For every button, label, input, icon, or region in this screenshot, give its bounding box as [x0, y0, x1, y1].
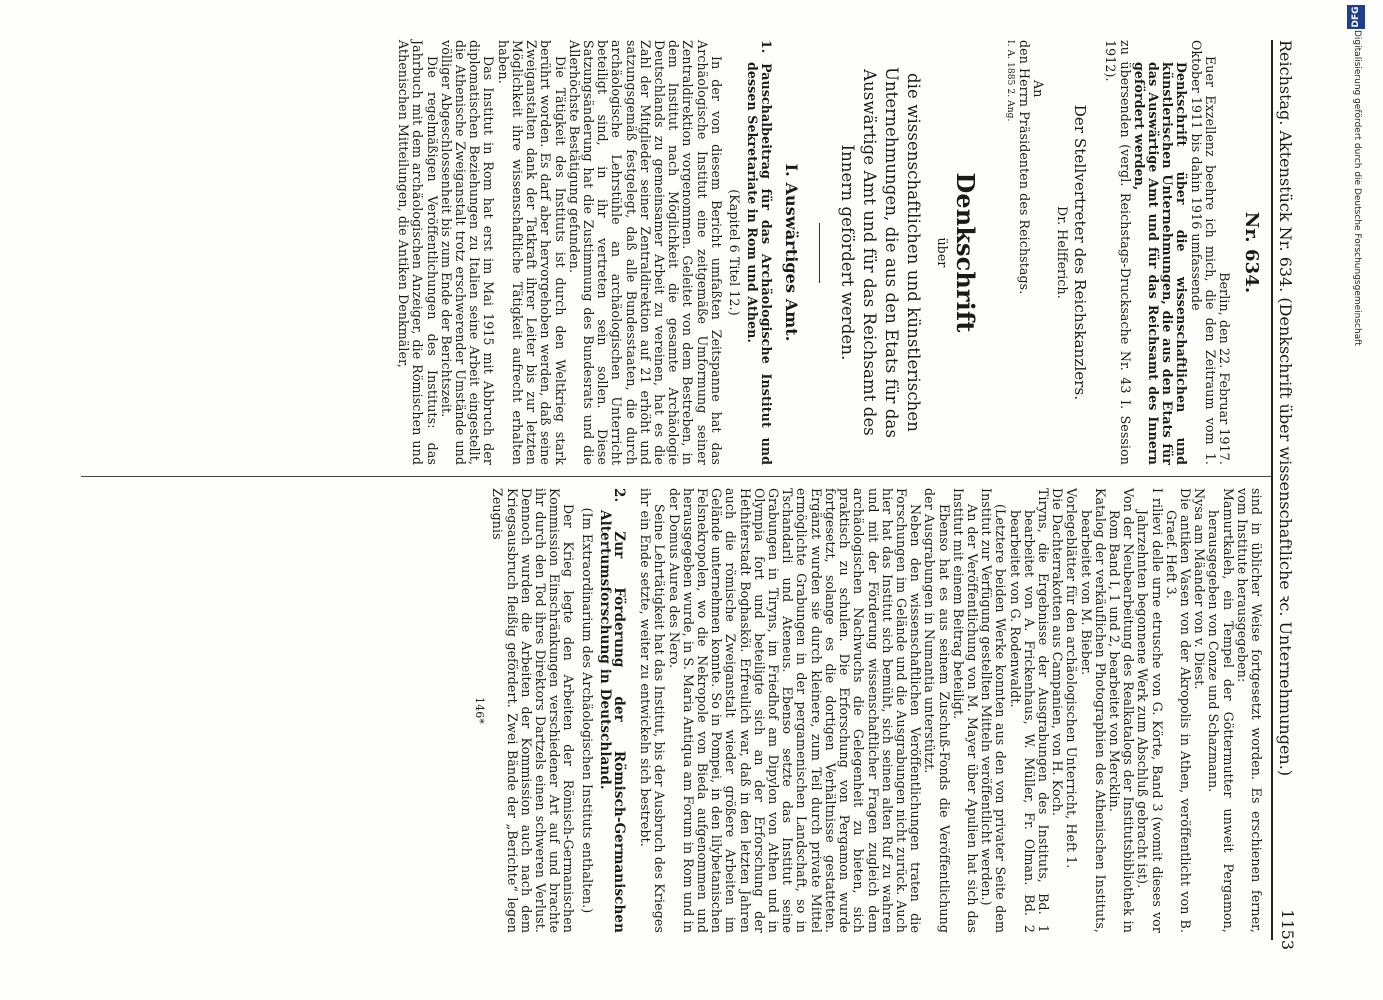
publication-item: I rilievi delle urne etrusche von G. Körte, Band 3 (womit dieses vor Jahrzehnten begonnene Werk zum Abschluß gebracht ist).: [1135, 488, 1165, 933]
document-subtitle: die wissenschaftlichen und künstlerischen Unternehmungen, die aus den Etats für das Auswärtige Amt und für das Reichsamt des Innern gefördert werden.: [838, 66, 924, 439]
sub-heading: 1. Pauschalbeitrag für das Archäologische Institut und dessen Sekretariate in Rom und Athen.: [745, 40, 775, 465]
document-number: Nr. 634.: [1241, 211, 1262, 294]
section-heading: I. Auswärtiges Amt.: [782, 163, 802, 342]
publication-item: Von der Neubearbeitung des Realkatalogs der Institutsbibliothek in Rom Band I, 1 und 2, bearbeitet von Mercklin.: [1106, 488, 1137, 933]
file-reference: I. A. 1885 2. Ang.: [1004, 40, 1015, 122]
right-paragraph-4: Seine Lehrtätigkeit hat das Institut, bis der Ausbruch des Krieges ihr ein Ende setzte, weiter zu entwickeln sich bestrebt.: [638, 488, 668, 933]
publication-item: Vorlegeblätter für den archäologischen Unterricht, Heft 1.: [1064, 488, 1080, 869]
right-intro: sind in üblicher Weise fortgesetzt worden. Es erschienen ferner, vom Institute herausgegeben:: [1234, 488, 1264, 933]
left-paragraph-4: Die regelmäßigen Veröffentlichungen des Instituts: das Jahrbuch mit dem archäologischen Anzeiger, die Römischen und Athenischen Mitteilungen, die Antiken Denkmäler,: [396, 40, 440, 465]
left-column: [396, 40, 1263, 465]
digitization-credit: Digitalisierung gefördert durch die Deutsche Forschungsgemeinschaft: [1352, 30, 1362, 346]
publication-note: (Letztere beiden Werke konnten aus den von privater Seite dem Institut zur Verfügung gestellten Mitteln veröffentlicht werden.): [979, 488, 1009, 933]
left-paragraph-3: Das Institut in Rom hat erst im Mai 1915 mit Abbruch der diplomatischen Beziehungen zu Italien seine Arbeit eingestellt, die Athenische Zweiganstalt trotz erschwerender Umstände und völliger Abgeschlossenheit bis zum Ende der Berichtszeit.: [438, 40, 497, 465]
publication-item: Tiryns, die Ergebnisse der Ausgrabungen des Instituts, Bd. 1 bearbeitet von A. Frickenhaus, W. Müller, Fr. Olman. Bd. 2 bearbeitet von G. Rodenwaldt.: [1007, 488, 1051, 933]
letter-intro: Euer Exzellenz beehre ich mich, die den Zeitraum vom 1. Oktober 1911 bis dahin 1916 umfassende: [1188, 40, 1218, 465]
addressee-an: An: [1030, 80, 1046, 98]
section-2-paragraph: Der Krieg legte den Arbeiten der Römisch-Germanischen Kommission Einschränkungen verschiedener Art auf und brachte ihr durch den Tod ihres Direktors Dartzels einen schweren Verlust. Dennoch wurden die Arbeiten der Kommission auch nach dem Kriegsausbruch fleißig gefördert. Zwei Bände der „Berichte“ legen Zeugnis: [490, 488, 577, 933]
document-title: Denkschrift: [950, 172, 980, 333]
right-column: [472, 488, 1263, 933]
signature-mark: 146*: [473, 697, 487, 724]
addressee: den Herrn Präsidenten des Reichstags.: [1016, 40, 1032, 295]
letter-subject: Denkschrift über die wissenschaftlichen und künstlerischen Unternehmungen, die aus den Etats für das Auswärtige Amt und für das Reichsamt des Innern gefördert werden,: [1131, 62, 1190, 465]
left-paragraph-2: Die Tätigkeit des Instituts ist durch den Weltkrieg stark berührt worden. Es darf aber hervorgehoben werden, daß seine Zweiganstalten dank der Tatkraft ihrer Leiter bis zur letzten Möglichkeit ihre wissenschaftliche Tätigkeit aufrecht erhalten haben.: [495, 40, 568, 465]
right-paragraph-3: Neben den wissenschaftlichen Veröffentlichungen traten die Forschungen im Gelände und die Ausgrabungen nicht zurück. Auch hier hat das Institut sich bemüht, sich seinen alten Ruf zu wahren und mit der Förderung wissenschaftlicher Fragen zugleich dem archäologischen Nachwuchs die Gelegenheit zu bieten, sich praktisch zu schulen. Die Erforschung von Pergamon wurde fortgesetzt, solange es die dortigen Verhältnisse gestatteten. Ergänzt wurden sie durch kleinere, zum Teil durch private Mittel ermöglichte Grabungen in der pergamenischen Landschaft, so in Tschandarli und Ateneus. Ebenso setzte das Institut seine Grabungen in Tiryns, im Friedhof am Dipylon von Athen und in Olympia fort und beteiligte sich an der Erforschung der Hethiterstadt Boghasköi. Erfreulich war, daß in den letzten Jahren auch die römische Zweiganstalt wieder größere Arbeiten im Gelände unternehmen konnte. So in Pompei, in den lilybetanischen Felsnekropolen, wo die Nekropole von Bieda aufgenommen und herausgegeben wurde, in S. Maria Antiqua am Forum in Rom und in der Domus Aurea des Nero.: [666, 488, 924, 933]
publication-item: Mamurtkaleh, ein Tempel der Göttermutter unweit Pergamon, herausgegeben von Conze und Schazmann.: [1206, 488, 1236, 933]
signer-name: Dr. Helfferich.: [1055, 206, 1071, 299]
right-paragraph-2: Ebenso hat es aus seinem Zuschuß-Fonds die Veröffentlichung der Ausgrabungen in Numantia unterstützt.: [922, 488, 952, 933]
left-paragraph-1: In der von diesem Bericht umfaßten Zeitspanne hat das Archäologische Institut eine zeitgemäße Umformung seiner Zentraldirektion vorgenommen. Geleitet von dem Bestreben, in dem Institut nach Möglichkeit die gesamte Archäologie Deutschlands zu gemeinsamer Arbeit zu vereinen, hat es die Zahl der Mitglieder seiner Zentraldirektion auf 21 erhöht und satzungsgemäß festgelegt, daß alle Bundesstaaten, die durch archäologische Lehrstühle an archäologischen Unterricht beteiligt sind, in ihr vertreten sein sollen. Diese Satzungsänderung hat die Zustimmung des Bundesrats und die Allerhöchste Bestätigung gefunden.: [566, 40, 724, 465]
dfg-logo: DFG: [1347, 5, 1365, 29]
signer-title: Der Stellvertreter des Reichskanzlers.: [1071, 104, 1090, 401]
section-2-heading: 2. Zur Förderung der Römisch-Germanischen Altertumsforschung in Deutschland.: [596, 488, 628, 933]
running-header: [1275, 40, 1297, 950]
chapter-reference: (Kapitel 6 Titel 12.): [726, 189, 742, 316]
publication-item: Die Dachterrakotten aus Campanien, von H. Koch.: [1050, 488, 1066, 817]
dateline: Berlin, den 22. Februar 1917.: [1217, 272, 1232, 465]
column-divider: [81, 476, 1271, 477]
section-2-reference: (Im Extraordinarium des Archäologischen Instituts enthalten.): [579, 507, 595, 914]
page-number: 1153: [1278, 909, 1297, 950]
title-ueber: über: [934, 237, 950, 268]
title-rule: [819, 223, 820, 283]
header-rule: [1271, 40, 1273, 940]
publication-item: Katalog der verkäuflichen Photographien des Athenischen Instituts, bearbeitet von M. Bieber.: [1078, 488, 1108, 933]
publication-item: Nysa am Mäander von v. Diest.: [1192, 488, 1208, 690]
right-paragraph-1: An der Veröffentlichung von M. Mayer über Apulien hat sich das Institut mit einem Beitrag beteiligt.: [950, 488, 980, 933]
publication-item: Die antiken Vasen von der Akropolis in Athen, veröffentlicht von B. Graef. Heft 3.: [1163, 488, 1193, 933]
header-title: Reichstag. Aktenstück Nr. 634. (Denkschrift über wissenschaftliche ꝛc. Unternehmungen.): [1276, 40, 1295, 777]
letter-closing: zu übersenden (vergl. Reichstags-Drucksache Nr. 43 I. Session 1912).: [1103, 40, 1133, 465]
